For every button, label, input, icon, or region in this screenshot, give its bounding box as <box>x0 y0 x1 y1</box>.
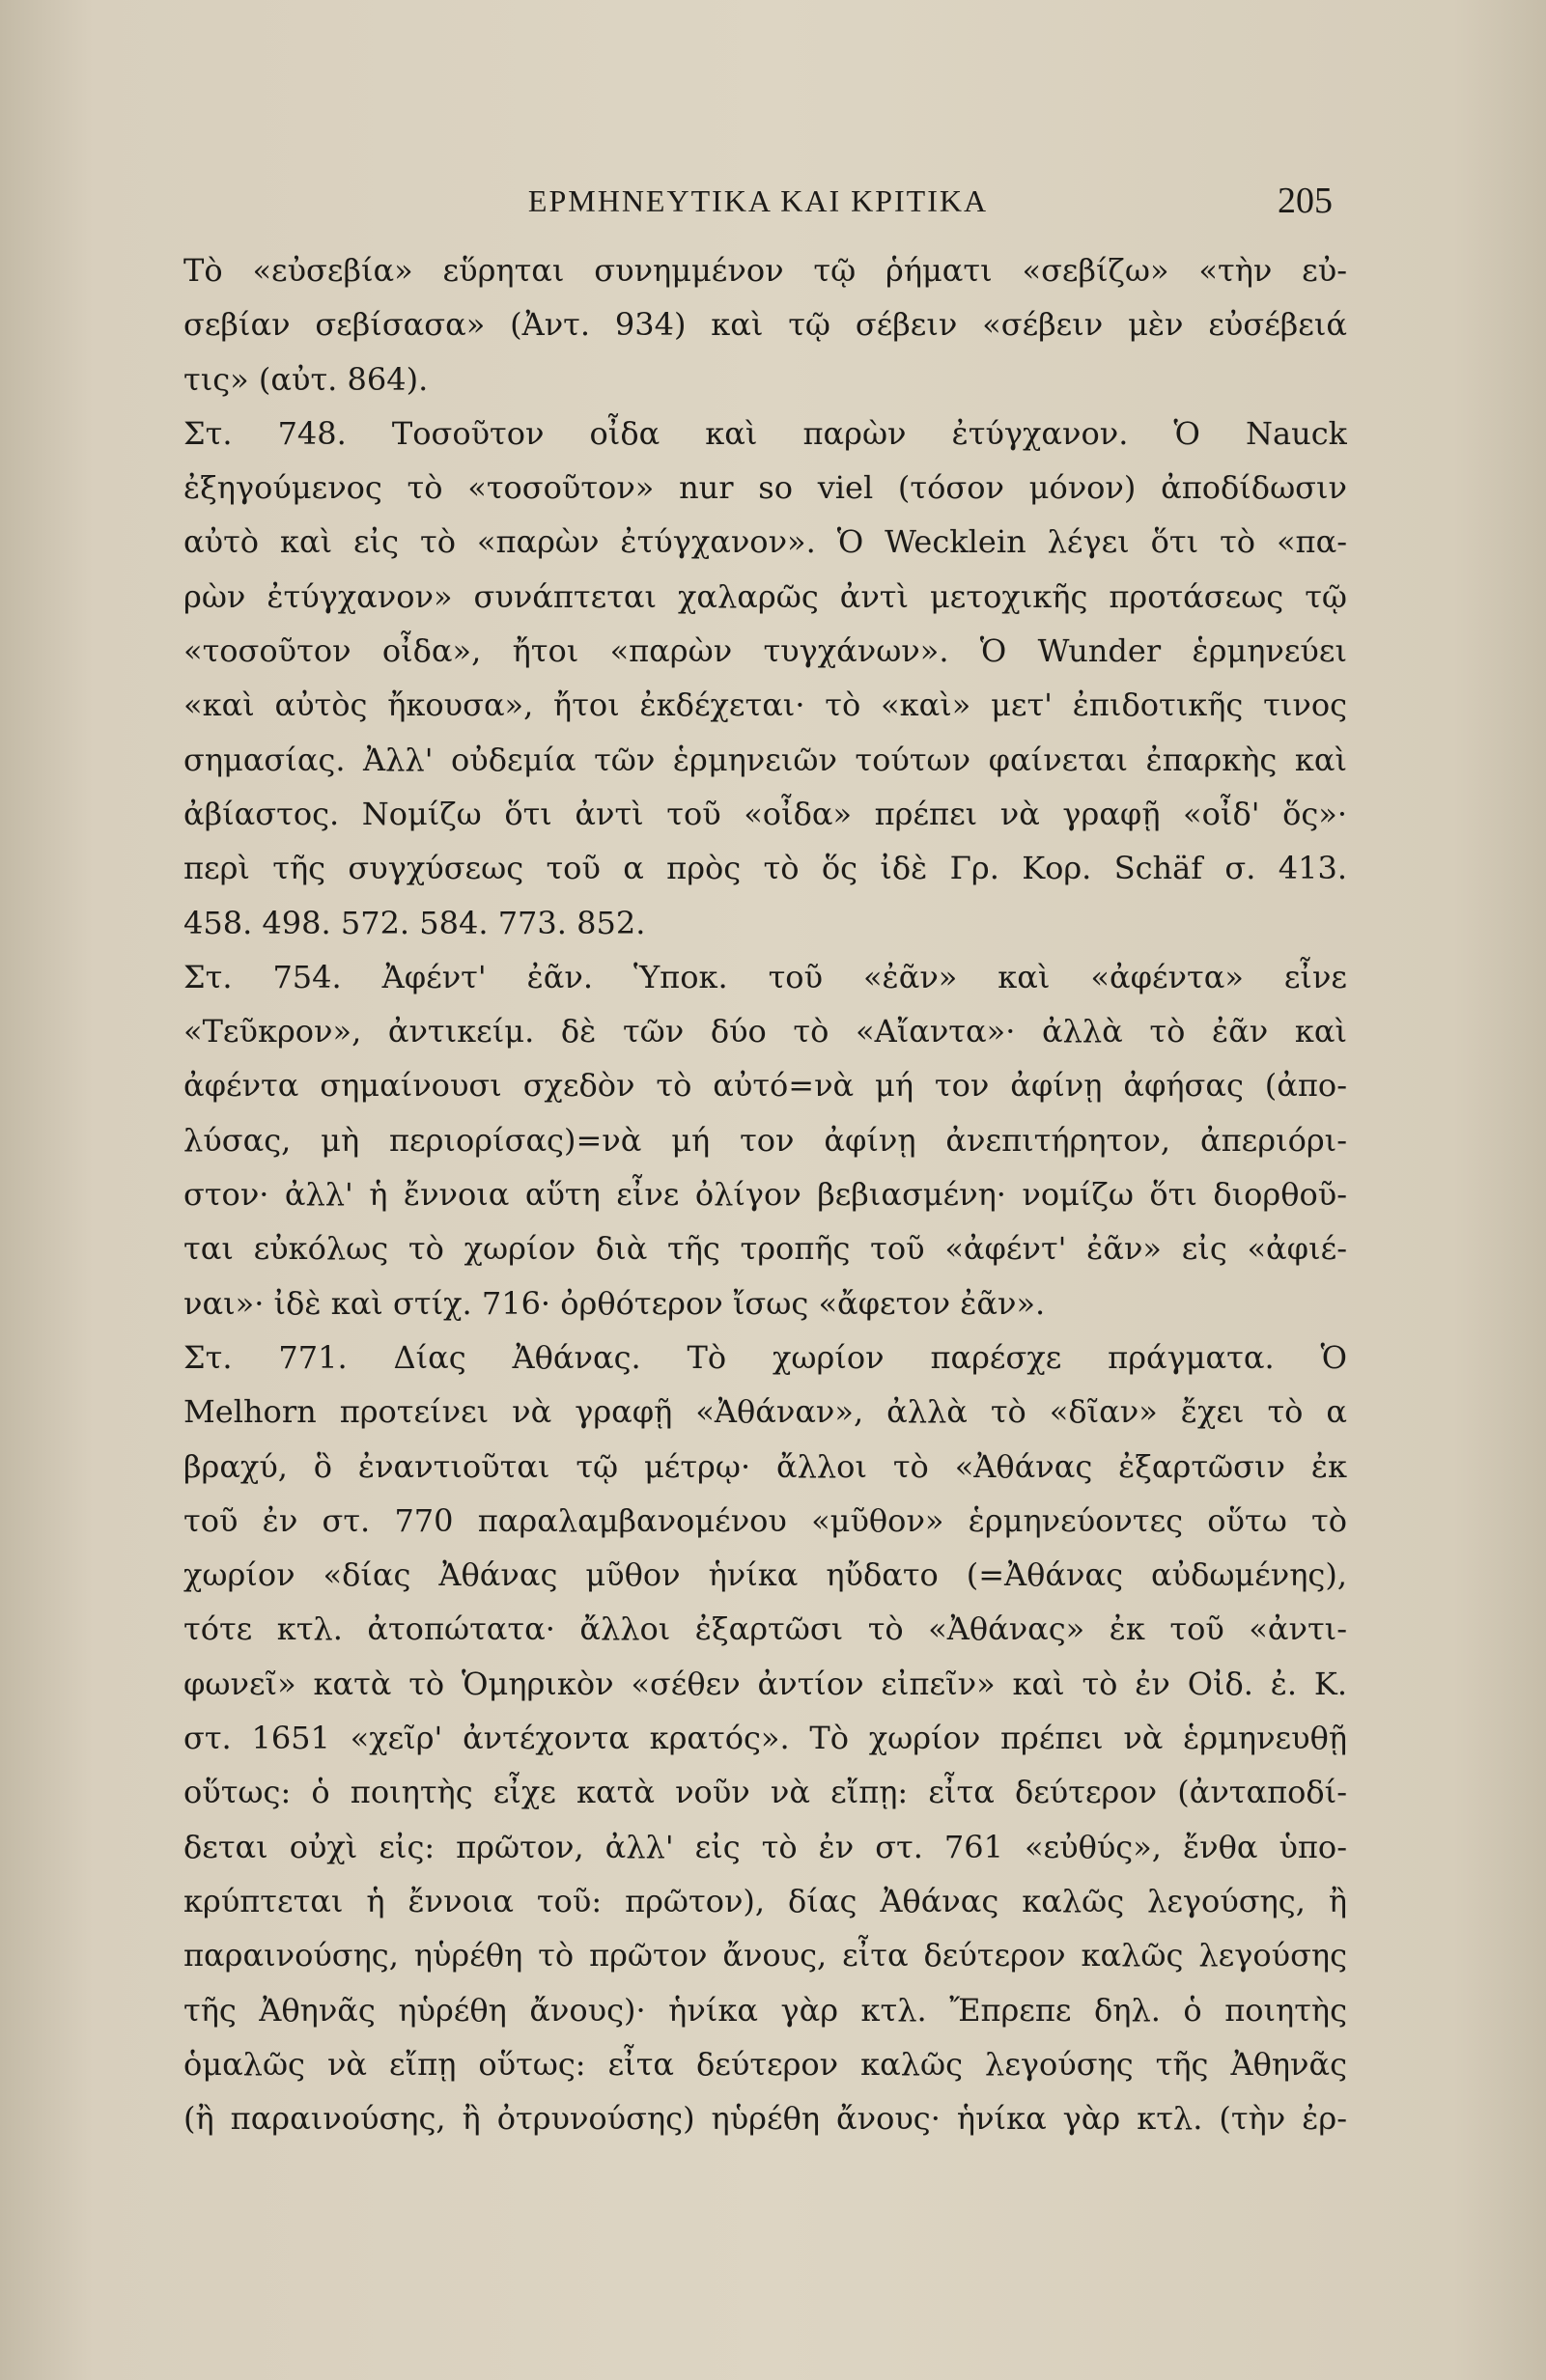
text-line: Melhorn προτείνει νὰ γραφῇ «Ἀθάναν», ἀλλὰ τὸ «δῖαν» ἔχει τὸ α <box>183 1393 1347 1431</box>
page-header <box>183 183 1333 232</box>
text-line: «Τεῦκρον», ἀντικείμ. δὲ τῶν δύο τὸ «Αἴαντα»· ἀλλὰ τὸ ἐᾶν καὶ <box>183 1013 1347 1050</box>
text-line: ὁμαλῶς νὰ εἴπῃ οὕτως: εἶτα δεύτερον καλῶς λεγούσης τῆς Ἀθηνᾶς <box>183 2045 1347 2083</box>
text-line: στον· ἀλλ' ἡ ἔννοια αὕτη εἶνε ὀλίγον βεβιασμένη· νομίζω ὅτι διορθοῦ- <box>183 1176 1347 1214</box>
text-line: «τοσοῦτον οἶδα», ἤτοι «παρὼν τυγχάνων». Ὁ Wunder ἑρμηνεύει <box>183 632 1347 670</box>
text-line: «καὶ αὐτὸς ἤκουσα», ἤτοι ἐκδέχεται· τὸ «καὶ» μετ' ἐπιδοτικῆς τινος <box>183 686 1347 724</box>
text-line: ρὼν ἐτύγχανον» συνάπτεται χαλαρῶς ἀντὶ μετοχικῆς προτάσεως τῷ <box>183 577 1347 615</box>
text-line: παραινούσης, ηὑρέθη τὸ πρῶτον ἄνους, εἶτα δεύτερον καλῶς λεγούσης <box>183 1937 1347 1974</box>
text-line: Στ. 771. Δίας Ἀθάνας. Τὸ χωρίον παρέσχε πράγματα. Ὁ <box>183 1338 1347 1376</box>
body-text <box>183 243 1347 2200</box>
text-line: ναι»· ἰδὲ καὶ στίχ. 716· ὀρθότερον ἴσως «ἄφετον ἐᾶν». <box>183 1284 1046 1322</box>
text-line: σημασίας. Ἀλλ' οὐδεμία τῶν ἑρμηνειῶν τούτων φαίνεται ἐπαρκὴς καὶ <box>183 741 1347 778</box>
running-title: ΕΡΜΗΝΕΥΤΙΚΑ ΚΑΙ ΚΡΙΤΙΚΑ <box>527 183 989 218</box>
text-line: ται εὐκόλως τὸ χωρίον διὰ τῆς τροπῆς τοῦ «ἀφέντ' ἐᾶν» εἰς «ἀφιέ- <box>183 1230 1347 1268</box>
text-line: αὐτὸ καὶ εἰς τὸ «παρὼν ἐτύγχανον». Ὁ Wecklein λέγει ὅτι τὸ «πα- <box>183 523 1347 561</box>
page-number: 205 <box>1278 181 1333 221</box>
text-line: τῆς Ἀθηνᾶς ηὑρέθη ἄνους)· ἡνίκα γὰρ κτλ. Ἔπρεπε δηλ. ὁ ποιητὴς <box>183 1991 1347 2029</box>
text-line: περὶ τῆς συγχύσεως τοῦ α πρὸς τὸ ὅς ἰδὲ Γρ. Κορ. Schäf σ. 413. <box>183 850 1347 887</box>
text-line: χωρίον «δίας Ἀθάνας μῦθον ἡνίκα ηὔδατο (=Ἀθάνας αὐδωμένης), <box>183 1556 1347 1594</box>
text-line: τις» (αὐτ. 864). <box>183 360 429 398</box>
text-line: λύσας, μὴ περιορίσας)=νὰ μή τον ἀφίνῃ ἀνεπιτήρητον, ἀπεριόρι- <box>183 1121 1347 1159</box>
text-line: κρύπτεται ἡ ἔννοια τοῦ: πρῶτον), δίας Ἀθάνας καλῶς λεγούσης, ἢ <box>183 1882 1347 1919</box>
text-line: Τὸ «εὐσεβία» εὕρηται συνημμένον τῷ ῥήματι «σεβίζω» «τὴν εὐ- <box>183 252 1347 289</box>
text-line <box>183 2145 1347 2199</box>
text-line: σεβίαν σεβίσασα» (Ἀντ. 934) καὶ τῷ σέβειν «σέβειν μὲν εὐσέβειά <box>183 306 1347 344</box>
text-line: Στ. 748. Τοσοῦτον οἶδα καὶ παρὼν ἐτύγχανον. Ὁ Nauck <box>183 414 1347 452</box>
text-line: 458. 498. 572. 584. 773. 852. <box>183 904 646 941</box>
text-line: τοῦ ἐν στ. 770 παραλαμβανομένου «μῦθον» ἑρμηνεύοντες οὕτω τὸ <box>183 1501 1347 1539</box>
text-line: ἐξηγούμενος τὸ «τοσοῦτον» nur so viel (τόσον μόνον) ἀποδίδωσιν <box>183 469 1347 507</box>
text-line: ἀφέντα σημαίνουσι σχεδὸν τὸ αὐτό=νὰ μή τον ἀφίνῃ ἀφήσας (ἀπο- <box>183 1067 1347 1105</box>
text-line: ἀβίαστος. Νομίζω ὅτι ἀντὶ τοῦ «οἶδα» πρέπει νὰ γραφῇ «οἶδ' ὅς»· <box>183 795 1347 832</box>
text-line: βραχύ, ὃ ἐναντιοῦται τῷ μέτρῳ· ἄλλοι τὸ «Ἀθάνας ἐξαρτῶσιν ἐκ <box>183 1447 1347 1485</box>
text-line: φωνεῖ» κατὰ τὸ Ὁμηρικὸν «σέθεν ἀντίον εἰπεῖν» καὶ τὸ ἐν Οἰδ. ἐ. Κ. <box>183 1665 1347 1702</box>
text-line: δεται οὐχὶ εἰς: πρῶτον, ἀλλ' εἰς τὸ ἐν στ. 761 «εὐθύς», ἔνθα ὑπο- <box>183 1828 1347 1865</box>
text-line: τότε κτλ. ἀτοπώτατα· ἄλλοι ἐξαρτῶσι τὸ «Ἀθάνας» ἐκ τοῦ «ἀντι- <box>183 1610 1347 1648</box>
text-line: (ἢ παραινούσης, ἢ ὀτρυνούσης) ηὑρέθη ἄνους· ἡνίκα γὰρ κτλ. (τὴν ἐρ- <box>183 2100 1347 2138</box>
text-line: Στ. 754. Ἀφέντ' ἐᾶν. Ὑποκ. τοῦ «ἐᾶν» καὶ «ἀφέντα» εἶνε <box>183 958 1347 995</box>
text-line: οὕτως: ὁ ποιητὴς εἶχε κατὰ νοῦν νὰ εἴπῃ: εἶτα δεύτερον (ἀνταποδί- <box>183 1774 1347 1811</box>
text-line: στ. 1651 «χεῖρ' ἀντέχοντα κρατός». Τὸ χωρίον πρέπει νὰ ἑρμηνευθῇ <box>183 1720 1347 1757</box>
